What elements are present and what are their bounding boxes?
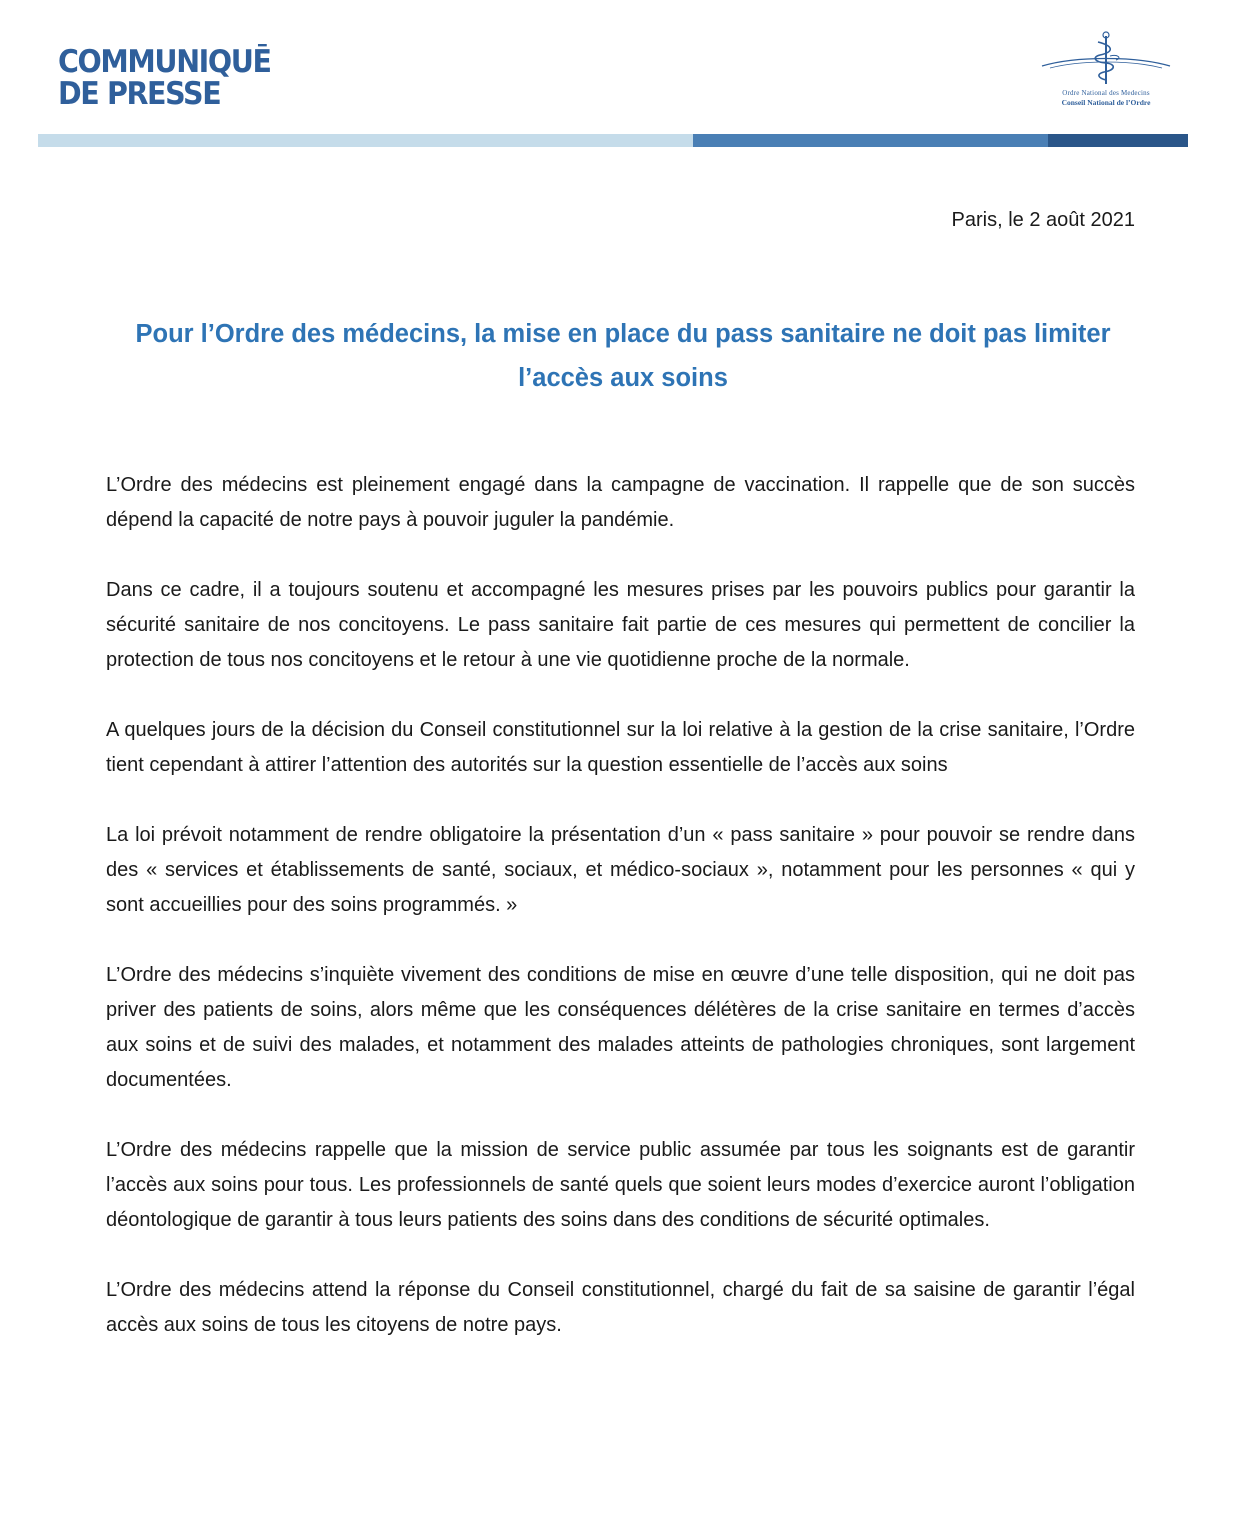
body-paragraph: A quelques jours de la décision du Conseil constitutionnel sur la loi relative à la gestion de la crise sanitaire, l’Ordre tient cependant à attirer l’attention des autorités sur la question essentielle de l’accès aux soins (106, 719, 1135, 776)
caduceus-icon (1036, 28, 1176, 88)
brand-line-2: DE PRESSE (58, 76, 221, 112)
brand-line-1: COMMUNIQUĒ (58, 44, 271, 80)
release-title: Pour l’Ordre des médecins, la mise en place du pass sanitaire ne doit pas limiter l’accès aux soins (135, 320, 1111, 392)
body-paragraph: L’Ordre des médecins rappelle que la mission de service public assumée par tous les soignants est de garantir l’accès aux soins pour tous. Les professionnels de santé quels que soient leurs modes d’exercice auront l’obligation déontologique de garantir à tous leurs patients des soins dans des conditions de sécurité optimales. (106, 1139, 1135, 1231)
body-paragraph: L’Ordre des médecins s’inquiète vivement des conditions de mise en œuvre d’une telle disposition, qui ne doit pas priver des patients de soins, alors même que les conséquences délétères de la crise sanitaire en termes d’accès aux soins et de suivi des malades, et notamment des malades atteints de pathologies chroniques, sont largement documentées. (106, 964, 1135, 1091)
ordre-medecins-logo (1036, 28, 1176, 112)
header-stripe-dark (1048, 134, 1188, 147)
header-stripe-light (38, 134, 693, 147)
header-stripe-mid (693, 134, 1048, 147)
body-paragraph: Dans ce cadre, il a toujours soutenu et accompagné les mesures prises par les pouvoirs publics pour garantir la sécurité sanitaire de nos concitoyens. Le pass sanitaire fait partie de ces mesures qui permettent de concilier la protection de tous nos concitoyens et le retour à une vie quotidienne proche de la normale. (106, 579, 1135, 671)
press-release-heading (58, 46, 271, 110)
release-date: Paris, le 2 août 2021 (951, 209, 1135, 231)
body-paragraph: L’Ordre des médecins attend la réponse du Conseil constitutionnel, chargé du fait de sa saisine de garantir l’égal accès aux soins de tous les citoyens de notre pays. (106, 1279, 1135, 1336)
logo-caption-line-1: Ordre National des Medecins (1062, 89, 1150, 97)
body-paragraph: L’Ordre des médecins est pleinement engagé dans la campagne de vaccination. Il rappelle que de son succès dépend la capacité de notre pays à pouvoir juguler la pandémie. (106, 474, 1135, 531)
body-paragraph: La loi prévoit notamment de rendre obligatoire la présentation d’un « pass sanitaire » pour pouvoir se rendre dans des « services et établissements de santé, sociaux, et médico-sociaux », notamment pour les personnes « qui y sont accueillies pour des soins programmés. » (106, 824, 1135, 916)
logo-caption-line-2: Conseil National de l’Ordre (1061, 98, 1151, 107)
release-body (106, 468, 1135, 1378)
